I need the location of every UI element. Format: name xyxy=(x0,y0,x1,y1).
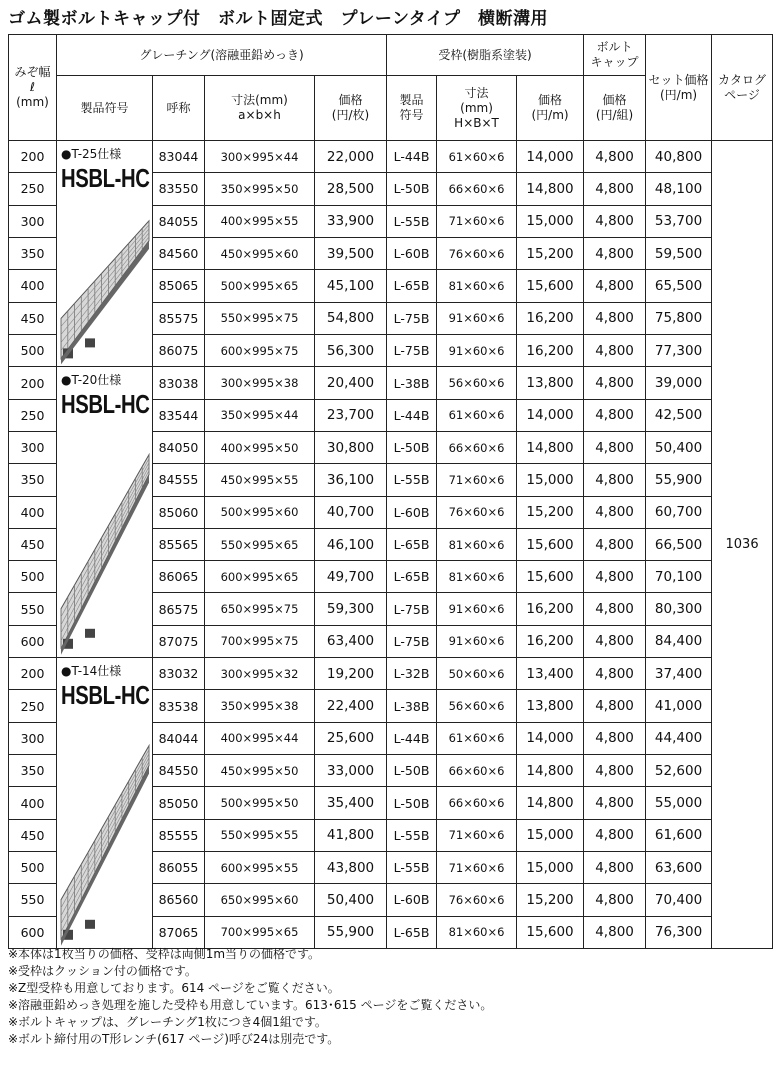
header-frame-size: 寸法 (mm) H×B×T xyxy=(437,76,517,141)
width-cell: 450 xyxy=(9,302,57,334)
grating-image xyxy=(57,718,152,948)
width-cell: 400 xyxy=(9,270,57,302)
cap-price-cell: 4,800 xyxy=(584,755,646,787)
frame-size-cell: 71×60×6 xyxy=(437,851,517,883)
table-row xyxy=(9,367,773,399)
spec-label: ●T-14仕様 xyxy=(61,664,122,679)
width-cell: 300 xyxy=(9,431,57,463)
size-cell: 450×995×60 xyxy=(205,237,315,269)
set-price-cell: 44,400 xyxy=(646,722,712,754)
product-cell xyxy=(57,367,153,658)
call-no-cell: 83032 xyxy=(153,658,205,690)
set-price-cell: 55,000 xyxy=(646,787,712,819)
cap-price-cell: 4,800 xyxy=(584,851,646,883)
frame-code-cell: L-44B xyxy=(387,141,437,173)
cap-price-cell: 4,800 xyxy=(584,528,646,560)
header-frame-price: 価格 (円/m) xyxy=(517,76,584,141)
cap-price-cell: 4,800 xyxy=(584,916,646,948)
size-cell: 350×995×44 xyxy=(205,399,315,431)
header-grating: グレーチング(溶融亜鉛めっき) xyxy=(57,35,387,76)
call-no-cell: 83550 xyxy=(153,173,205,205)
width-cell: 250 xyxy=(9,690,57,722)
frame-price-cell: 15,000 xyxy=(517,819,584,851)
set-price-cell: 37,400 xyxy=(646,658,712,690)
width-cell: 500 xyxy=(9,851,57,883)
frame-size-cell: 50×60×6 xyxy=(437,658,517,690)
catalog-page-cell: 1036 xyxy=(712,141,773,949)
frame-code-cell: L-60B xyxy=(387,496,437,528)
width-cell: 200 xyxy=(9,367,57,399)
notes xyxy=(8,946,492,1048)
cap-price-cell: 4,800 xyxy=(584,302,646,334)
header-product-code: 製品符号 xyxy=(57,76,153,141)
frame-code-cell: L-65B xyxy=(387,916,437,948)
frame-price-cell: 15,200 xyxy=(517,496,584,528)
frame-price-cell: 15,000 xyxy=(517,205,584,237)
call-no-cell: 86055 xyxy=(153,851,205,883)
size-cell: 400×995×55 xyxy=(205,205,315,237)
grating-price-cell: 54,800 xyxy=(315,302,387,334)
note-item: ※本体は1枚当りの価格、受枠は両側1m当りの価格です。 xyxy=(8,947,321,961)
size-cell: 500×995×60 xyxy=(205,496,315,528)
grating-image xyxy=(57,427,152,657)
cap-price-cell: 4,800 xyxy=(584,787,646,819)
frame-price-cell: 14,800 xyxy=(517,173,584,205)
frame-size-cell: 76×60×6 xyxy=(437,884,517,916)
set-price-cell: 52,600 xyxy=(646,755,712,787)
brand-label: HSBL-HC xyxy=(61,389,150,420)
width-cell: 300 xyxy=(9,205,57,237)
grating-price-cell: 59,300 xyxy=(315,593,387,625)
call-no-cell: 85060 xyxy=(153,496,205,528)
frame-size-cell: 81×60×6 xyxy=(437,916,517,948)
width-cell: 300 xyxy=(9,722,57,754)
product-cell xyxy=(57,658,153,949)
set-price-cell: 48,100 xyxy=(646,173,712,205)
size-cell: 350×995×50 xyxy=(205,173,315,205)
frame-code-cell: L-55B xyxy=(387,464,437,496)
set-price-cell: 39,000 xyxy=(646,367,712,399)
call-no-cell: 87075 xyxy=(153,625,205,657)
width-cell: 450 xyxy=(9,528,57,560)
set-price-cell: 50,400 xyxy=(646,431,712,463)
spec-label: ●T-25仕様 xyxy=(61,147,122,161)
call-no-cell: 83538 xyxy=(153,690,205,722)
frame-price-cell: 16,200 xyxy=(517,625,584,657)
call-no-cell: 85575 xyxy=(153,302,205,334)
call-no-cell: 83044 xyxy=(153,141,205,173)
size-cell: 300×995×44 xyxy=(205,141,315,173)
frame-size-cell: 81×60×6 xyxy=(437,528,517,560)
header-frame: 受枠(樹脂系塗装) xyxy=(387,35,584,76)
frame-price-cell: 15,600 xyxy=(517,916,584,948)
set-price-cell: 66,500 xyxy=(646,528,712,560)
set-price-cell: 60,700 xyxy=(646,496,712,528)
call-no-cell: 84050 xyxy=(153,431,205,463)
set-price-cell: 55,900 xyxy=(646,464,712,496)
frame-code-cell: L-38B xyxy=(387,367,437,399)
frame-size-cell: 66×60×6 xyxy=(437,787,517,819)
size-cell: 550×995×65 xyxy=(205,528,315,560)
set-price-cell: 70,100 xyxy=(646,561,712,593)
frame-price-cell: 16,200 xyxy=(517,334,584,366)
header-set-price: セット価格 (円/m) xyxy=(646,35,712,141)
header-boltcap: ボルト キャップ xyxy=(584,35,646,76)
frame-size-cell: 56×60×6 xyxy=(437,367,517,399)
frame-price-cell: 15,600 xyxy=(517,561,584,593)
frame-price-cell: 15,200 xyxy=(517,884,584,916)
width-cell: 400 xyxy=(9,496,57,528)
grating-price-cell: 41,800 xyxy=(315,819,387,851)
grating-image xyxy=(57,201,152,366)
size-cell: 400×995×44 xyxy=(205,722,315,754)
call-no-cell: 85565 xyxy=(153,528,205,560)
set-price-cell: 40,800 xyxy=(646,141,712,173)
grating-price-cell: 46,100 xyxy=(315,528,387,560)
frame-size-cell: 71×60×6 xyxy=(437,205,517,237)
cap-price-cell: 4,800 xyxy=(584,496,646,528)
call-no-cell: 86575 xyxy=(153,593,205,625)
frame-size-cell: 91×60×6 xyxy=(437,334,517,366)
size-cell: 550×995×55 xyxy=(205,819,315,851)
size-cell: 700×995×75 xyxy=(205,625,315,657)
grating-price-cell: 49,700 xyxy=(315,561,387,593)
frame-size-cell: 81×60×6 xyxy=(437,270,517,302)
size-cell: 400×995×50 xyxy=(205,431,315,463)
frame-price-cell: 15,000 xyxy=(517,851,584,883)
frame-price-cell: 14,800 xyxy=(517,755,584,787)
frame-code-cell: L-50B xyxy=(387,173,437,205)
frame-size-cell: 66×60×6 xyxy=(437,755,517,787)
frame-size-cell: 91×60×6 xyxy=(437,593,517,625)
grating-price-cell: 39,500 xyxy=(315,237,387,269)
frame-size-cell: 81×60×6 xyxy=(437,561,517,593)
cap-price-cell: 4,800 xyxy=(584,237,646,269)
frame-price-cell: 13,400 xyxy=(517,658,584,690)
set-price-cell: 61,600 xyxy=(646,819,712,851)
frame-code-cell: L-75B xyxy=(387,625,437,657)
frame-code-cell: L-55B xyxy=(387,205,437,237)
frame-code-cell: L-60B xyxy=(387,884,437,916)
frame-price-cell: 15,600 xyxy=(517,528,584,560)
grating-price-cell: 19,200 xyxy=(315,658,387,690)
size-cell: 600×995×75 xyxy=(205,334,315,366)
frame-code-cell: L-65B xyxy=(387,561,437,593)
call-no-cell: 85555 xyxy=(153,819,205,851)
frame-size-cell: 91×60×6 xyxy=(437,625,517,657)
note-item: ※ボルト締付用のT形レンチ(617 ページ)呼び24は別売です。 xyxy=(8,1032,340,1046)
width-cell: 600 xyxy=(9,625,57,657)
set-price-cell: 65,500 xyxy=(646,270,712,302)
frame-code-cell: L-75B xyxy=(387,302,437,334)
width-cell: 350 xyxy=(9,464,57,496)
width-cell: 500 xyxy=(9,334,57,366)
grating-price-cell: 63,400 xyxy=(315,625,387,657)
note-item: ※溶融亜鉛めっき処理を施した受枠も用意しています。613･615 ページをご覧ください。 xyxy=(8,998,493,1012)
cap-price-cell: 4,800 xyxy=(584,464,646,496)
frame-size-cell: 76×60×6 xyxy=(437,496,517,528)
size-cell: 650×995×75 xyxy=(205,593,315,625)
width-cell: 200 xyxy=(9,658,57,690)
set-price-cell: 41,000 xyxy=(646,690,712,722)
brand-label: HSBL-HC xyxy=(61,680,150,711)
cap-price-cell: 4,800 xyxy=(584,625,646,657)
header-call-no: 呼称 xyxy=(153,76,205,141)
frame-price-cell: 14,800 xyxy=(517,431,584,463)
grating-price-cell: 20,400 xyxy=(315,367,387,399)
frame-price-cell: 13,800 xyxy=(517,367,584,399)
price-table xyxy=(8,34,773,949)
frame-price-cell: 14,000 xyxy=(517,722,584,754)
call-no-cell: 84555 xyxy=(153,464,205,496)
frame-code-cell: L-50B xyxy=(387,787,437,819)
call-no-cell: 85065 xyxy=(153,270,205,302)
size-cell: 300×995×38 xyxy=(205,367,315,399)
call-no-cell: 86075 xyxy=(153,334,205,366)
width-cell: 250 xyxy=(9,399,57,431)
cap-price-cell: 4,800 xyxy=(584,658,646,690)
table-body xyxy=(9,141,773,949)
brand-label: HSBL-HC xyxy=(61,163,150,193)
frame-code-cell: L-44B xyxy=(387,399,437,431)
table-row xyxy=(9,658,773,690)
frame-code-cell: L-55B xyxy=(387,851,437,883)
frame-code-cell: L-65B xyxy=(387,270,437,302)
width-cell: 350 xyxy=(9,755,57,787)
frame-price-cell: 16,200 xyxy=(517,302,584,334)
width-cell: 450 xyxy=(9,819,57,851)
call-no-cell: 87065 xyxy=(153,916,205,948)
frame-size-cell: 61×60×6 xyxy=(437,141,517,173)
grating-price-cell: 55,900 xyxy=(315,916,387,948)
frame-price-cell: 13,800 xyxy=(517,690,584,722)
call-no-cell: 86560 xyxy=(153,884,205,916)
frame-code-cell: L-38B xyxy=(387,690,437,722)
set-price-cell: 63,600 xyxy=(646,851,712,883)
frame-price-cell: 14,000 xyxy=(517,399,584,431)
cap-price-cell: 4,800 xyxy=(584,819,646,851)
product-cell xyxy=(57,141,153,367)
header-frame-code: 製品 符号 xyxy=(387,76,437,141)
call-no-cell: 83038 xyxy=(153,367,205,399)
frame-price-cell: 15,600 xyxy=(517,270,584,302)
header-grating-price: 価格 (円/枚) xyxy=(315,76,387,141)
frame-size-cell: 76×60×6 xyxy=(437,237,517,269)
frame-code-cell: L-60B xyxy=(387,237,437,269)
frame-size-cell: 71×60×6 xyxy=(437,464,517,496)
frame-size-cell: 71×60×6 xyxy=(437,819,517,851)
size-cell: 550×995×75 xyxy=(205,302,315,334)
grating-price-cell: 22,000 xyxy=(315,141,387,173)
frame-size-cell: 56×60×6 xyxy=(437,690,517,722)
frame-code-cell: L-44B xyxy=(387,722,437,754)
width-cell: 200 xyxy=(9,141,57,173)
width-cell: 550 xyxy=(9,884,57,916)
call-no-cell: 84055 xyxy=(153,205,205,237)
spec-label: ●T-20仕様 xyxy=(61,373,122,388)
header-size: 寸法(mm) a×b×h xyxy=(205,76,315,141)
header-cap-price: 価格 (円/組) xyxy=(584,76,646,141)
cap-price-cell: 4,800 xyxy=(584,399,646,431)
width-cell: 350 xyxy=(9,237,57,269)
call-no-cell: 83544 xyxy=(153,399,205,431)
frame-size-cell: 66×60×6 xyxy=(437,173,517,205)
size-cell: 450×995×50 xyxy=(205,755,315,787)
note-item: ※受枠はクッション付の価格です。 xyxy=(8,964,197,978)
grating-price-cell: 45,100 xyxy=(315,270,387,302)
size-cell: 500×995×50 xyxy=(205,787,315,819)
grating-price-cell: 23,700 xyxy=(315,399,387,431)
set-price-cell: 80,300 xyxy=(646,593,712,625)
set-price-cell: 53,700 xyxy=(646,205,712,237)
width-cell: 400 xyxy=(9,787,57,819)
set-price-cell: 59,500 xyxy=(646,237,712,269)
frame-price-cell: 15,200 xyxy=(517,237,584,269)
frame-size-cell: 66×60×6 xyxy=(437,431,517,463)
grating-price-cell: 30,800 xyxy=(315,431,387,463)
table-row xyxy=(9,141,773,173)
width-cell: 500 xyxy=(9,561,57,593)
grating-price-cell: 43,800 xyxy=(315,851,387,883)
grating-price-cell: 33,000 xyxy=(315,755,387,787)
grating-price-cell: 40,700 xyxy=(315,496,387,528)
size-cell: 500×995×65 xyxy=(205,270,315,302)
call-no-cell: 85050 xyxy=(153,787,205,819)
frame-code-cell: L-75B xyxy=(387,593,437,625)
cap-price-cell: 4,800 xyxy=(584,367,646,399)
frame-price-cell: 14,800 xyxy=(517,787,584,819)
cap-price-cell: 4,800 xyxy=(584,884,646,916)
set-price-cell: 84,400 xyxy=(646,625,712,657)
cap-price-cell: 4,800 xyxy=(584,431,646,463)
width-cell: 250 xyxy=(9,173,57,205)
cap-price-cell: 4,800 xyxy=(584,593,646,625)
call-no-cell: 86065 xyxy=(153,561,205,593)
set-price-cell: 42,500 xyxy=(646,399,712,431)
page-title: ゴム製ボルトキャップ付 ボルト固定式 プレーンタイプ 横断溝用 xyxy=(8,9,548,29)
frame-code-cell: L-32B xyxy=(387,658,437,690)
size-cell: 600×995×55 xyxy=(205,851,315,883)
frame-code-cell: L-65B xyxy=(387,528,437,560)
set-price-cell: 70,400 xyxy=(646,884,712,916)
cap-price-cell: 4,800 xyxy=(584,270,646,302)
size-cell: 350×995×38 xyxy=(205,690,315,722)
grating-price-cell: 33,900 xyxy=(315,205,387,237)
call-no-cell: 84550 xyxy=(153,755,205,787)
note-item: ※ボルトキャップは、グレーチング1枚につき4個1組です。 xyxy=(8,1015,327,1029)
set-price-cell: 75,800 xyxy=(646,302,712,334)
cap-price-cell: 4,800 xyxy=(584,334,646,366)
call-no-cell: 84044 xyxy=(153,722,205,754)
width-cell: 600 xyxy=(9,916,57,948)
frame-code-cell: L-50B xyxy=(387,755,437,787)
grating-price-cell: 36,100 xyxy=(315,464,387,496)
size-cell: 600×995×65 xyxy=(205,561,315,593)
frame-size-cell: 61×60×6 xyxy=(437,399,517,431)
call-no-cell: 84560 xyxy=(153,237,205,269)
cap-price-cell: 4,800 xyxy=(584,141,646,173)
frame-price-cell: 15,000 xyxy=(517,464,584,496)
frame-code-cell: L-75B xyxy=(387,334,437,366)
frame-price-cell: 14,000 xyxy=(517,141,584,173)
cap-price-cell: 4,800 xyxy=(584,690,646,722)
header-catalog: カタログ ページ xyxy=(712,35,773,141)
cap-price-cell: 4,800 xyxy=(584,205,646,237)
cap-price-cell: 4,800 xyxy=(584,173,646,205)
grating-price-cell: 25,600 xyxy=(315,722,387,754)
frame-code-cell: L-55B xyxy=(387,819,437,851)
width-cell: 550 xyxy=(9,593,57,625)
grating-price-cell: 28,500 xyxy=(315,173,387,205)
grating-price-cell: 22,400 xyxy=(315,690,387,722)
grating-price-cell: 35,400 xyxy=(315,787,387,819)
frame-size-cell: 61×60×6 xyxy=(437,722,517,754)
cap-price-cell: 4,800 xyxy=(584,722,646,754)
size-cell: 450×995×55 xyxy=(205,464,315,496)
grating-price-cell: 56,300 xyxy=(315,334,387,366)
frame-price-cell: 16,200 xyxy=(517,593,584,625)
size-cell: 300×995×32 xyxy=(205,658,315,690)
header-width: みぞ幅 ℓ (mm) xyxy=(9,35,57,141)
frame-size-cell: 91×60×6 xyxy=(437,302,517,334)
grating-price-cell: 50,400 xyxy=(315,884,387,916)
frame-code-cell: L-50B xyxy=(387,431,437,463)
size-cell: 700×995×65 xyxy=(205,916,315,948)
size-cell: 650×995×60 xyxy=(205,884,315,916)
cap-price-cell: 4,800 xyxy=(584,561,646,593)
note-item: ※Z型受枠も用意しております。614 ページをご覧ください。 xyxy=(8,981,340,995)
set-price-cell: 76,300 xyxy=(646,916,712,948)
set-price-cell: 77,300 xyxy=(646,334,712,366)
